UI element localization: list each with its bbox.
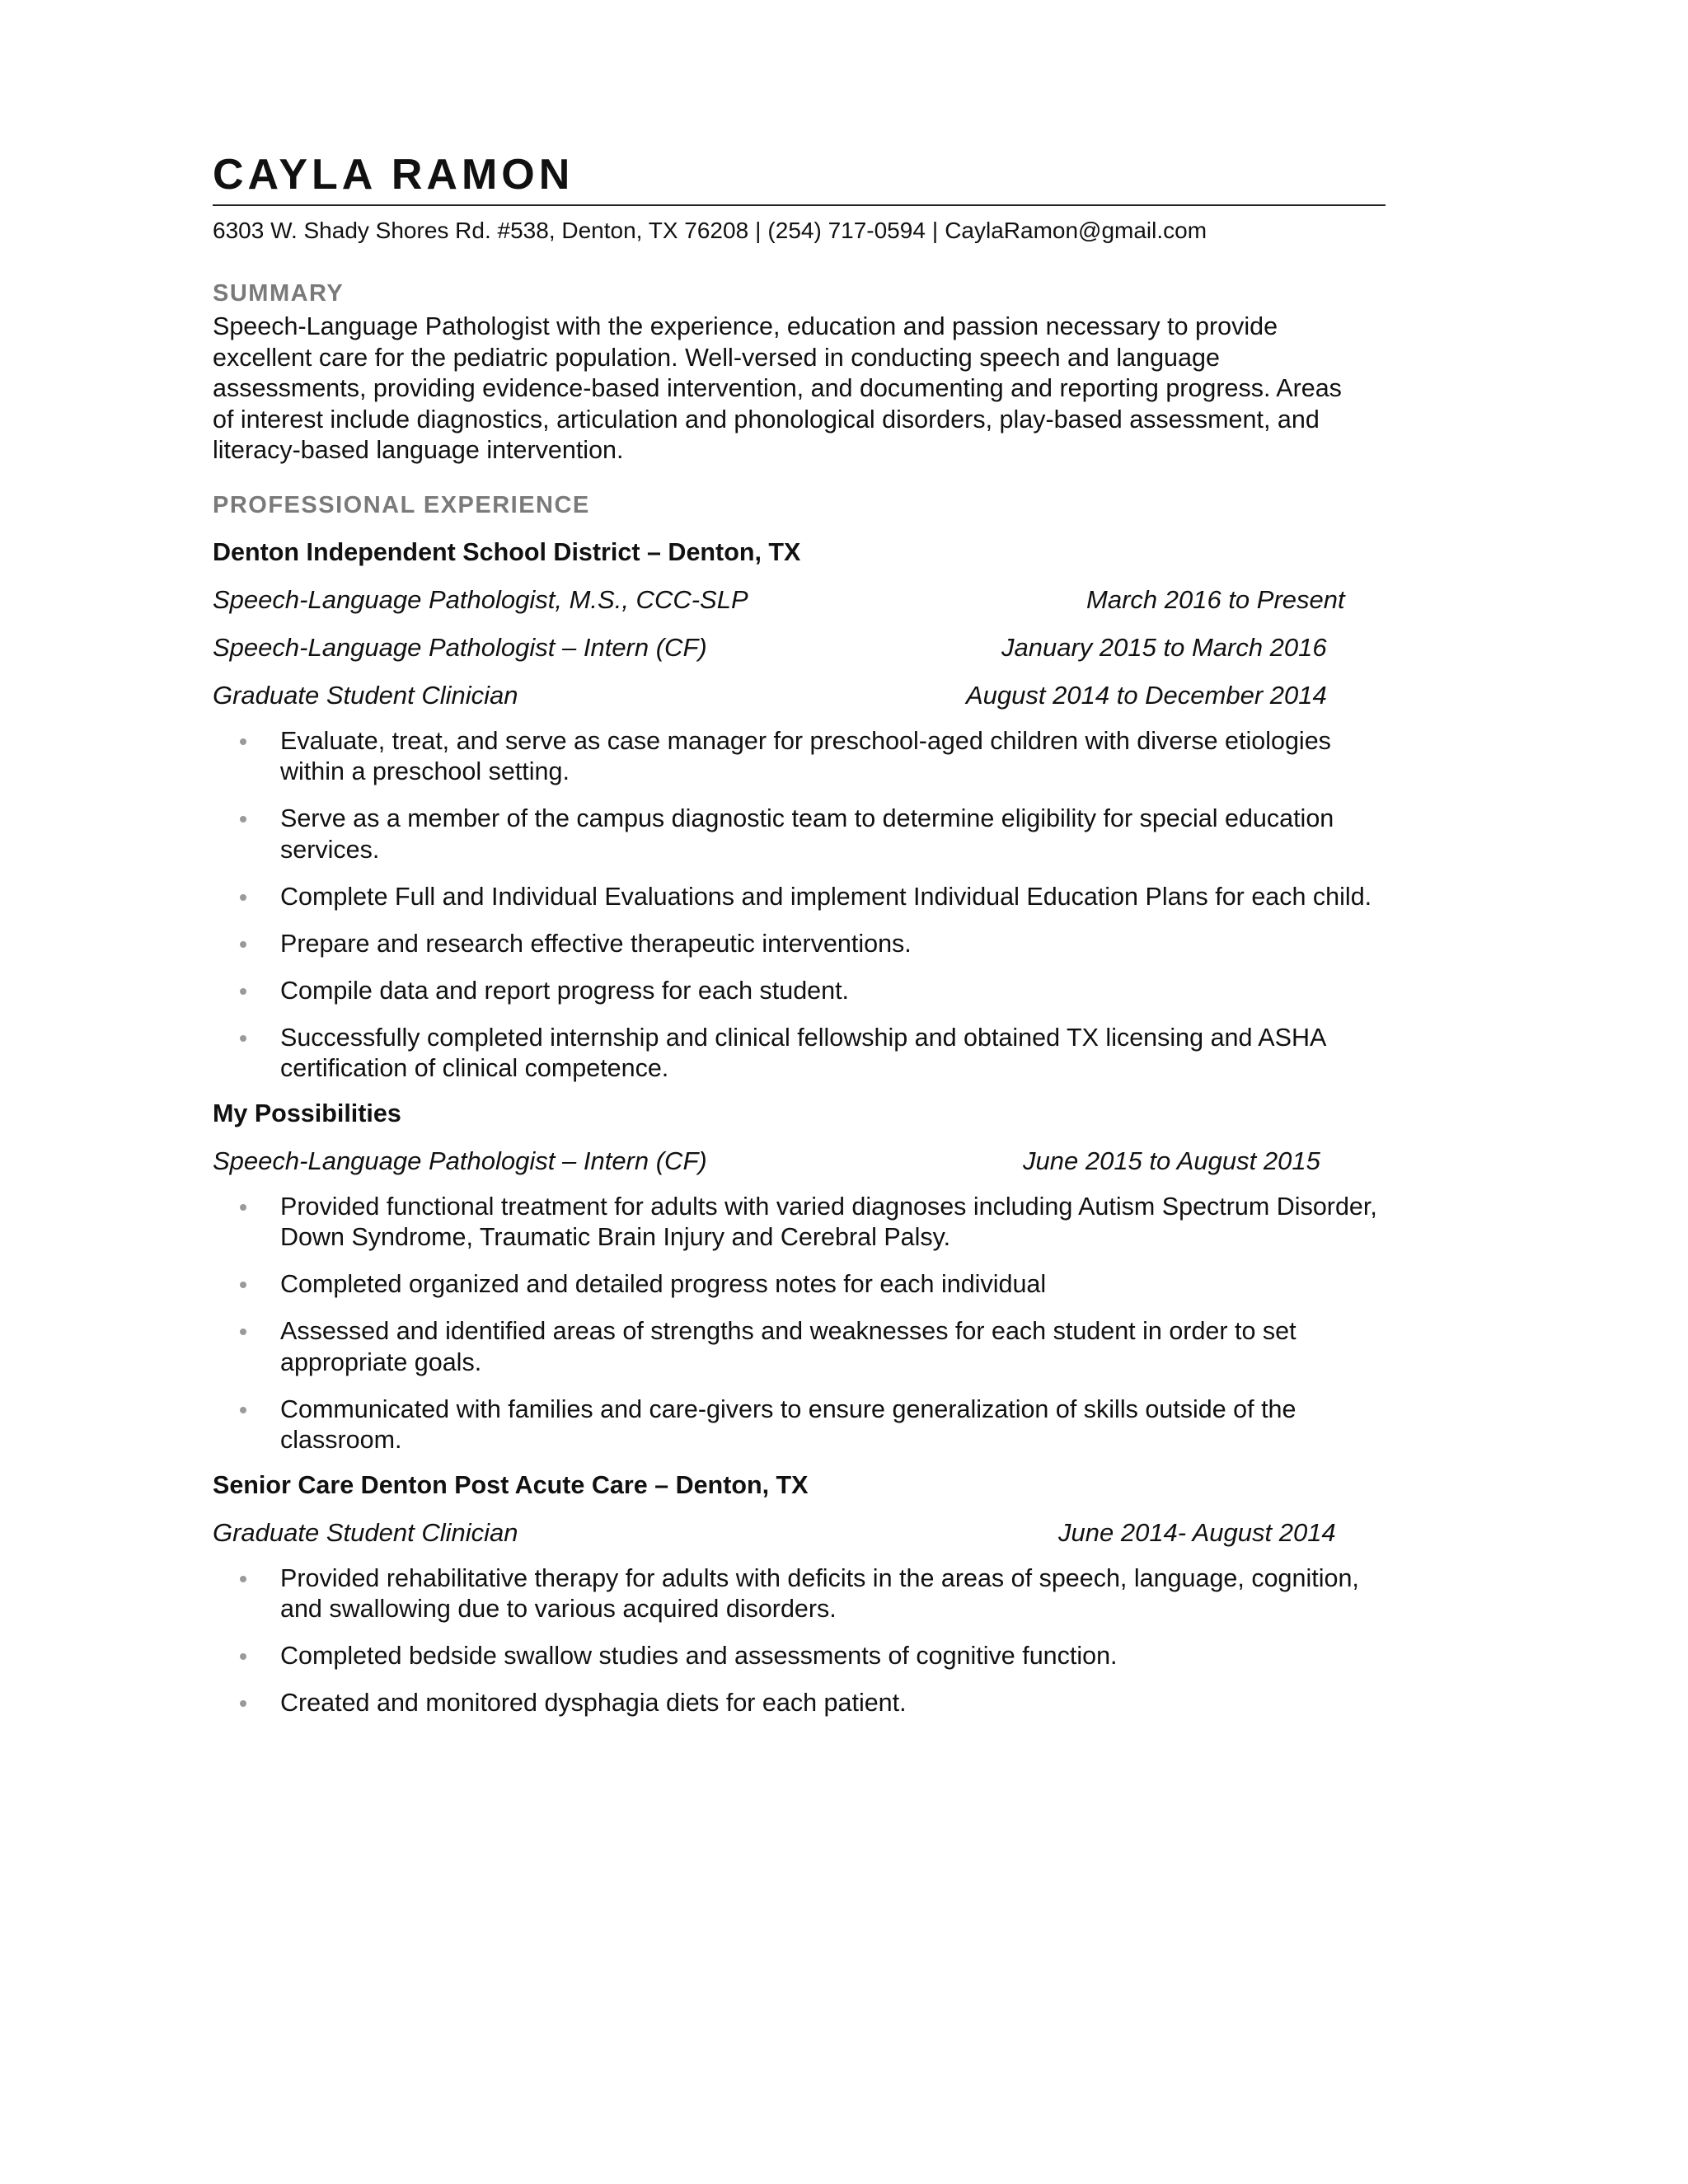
contact-separator: | bbox=[755, 218, 762, 243]
bullet-icon bbox=[240, 941, 246, 948]
list-item bbox=[213, 1688, 1386, 1719]
candidate-name: CAYLA RAMON bbox=[213, 151, 574, 199]
list-item bbox=[213, 1316, 1386, 1378]
bullet-text: Compile data and report progress for each student. bbox=[280, 976, 850, 1005]
bullet-text: Successfully completed internship and clinical fellowship and obtained TX licensing and ASHA certification of clinical competence. bbox=[280, 1023, 1325, 1082]
bullet-text: Provided functional treatment for adults with varied diagnoses including Autism Spectrum Disorder, Down Syndrome, Traumatic Brain Injury and Cerebral Palsy. bbox=[280, 1192, 1377, 1251]
list-item bbox=[213, 1269, 1386, 1301]
header-divider bbox=[213, 204, 1386, 206]
bullet-icon bbox=[240, 1407, 246, 1413]
address: 6303 W. Shady Shores Rd. #538, Denton, TX 76208 bbox=[213, 218, 749, 243]
employer-name: My Possibilities bbox=[213, 1099, 401, 1127]
role-row bbox=[213, 632, 1367, 663]
bullet-text: Provided rehabilitative therapy for adults with deficits in the areas of speech, language, cognition, and swallowing due to various acquired disorders. bbox=[280, 1563, 1359, 1623]
role-row bbox=[213, 680, 1367, 711]
role-dates: August 2014 to December 2014 bbox=[966, 680, 1327, 710]
list-item bbox=[213, 976, 1386, 1007]
role-title: Speech-Language Pathologist – Intern (CF) bbox=[213, 1146, 707, 1175]
bullet-list bbox=[213, 1192, 1688, 1456]
bullet-icon bbox=[240, 1653, 246, 1660]
list-item bbox=[213, 1023, 1386, 1085]
role-title: Graduate Student Clinician bbox=[213, 1517, 518, 1547]
bullet-icon bbox=[240, 738, 246, 745]
list-item bbox=[213, 1641, 1386, 1672]
bullet-text: Communicated with families and care-givers to ensure generalization of skills outside of the classroom. bbox=[280, 1394, 1296, 1454]
bullet-icon bbox=[240, 1035, 246, 1042]
employer-name: Denton Independent School District – Denton, TX bbox=[213, 537, 801, 566]
bullet-text: Prepare and research effective therapeutic interventions. bbox=[280, 929, 912, 958]
role-dates: March 2016 to Present bbox=[1086, 584, 1345, 614]
role-row bbox=[213, 1146, 1367, 1177]
bullet-icon bbox=[240, 988, 246, 995]
employer-name: Senior Care Denton Post Acute Care – Denton, TX bbox=[213, 1470, 809, 1499]
role-title: Speech-Language Pathologist – Intern (CF) bbox=[213, 632, 707, 662]
role-title: Speech-Language Pathologist, M.S., CCC-SLP bbox=[213, 584, 748, 614]
list-item bbox=[213, 882, 1386, 913]
bullet-text: Assessed and identified areas of strengths and weaknesses for each student in order to set appropriate goals. bbox=[280, 1317, 1296, 1376]
bullet-text: Created and monitored dysphagia diets for each patient. bbox=[280, 1689, 907, 1717]
list-item bbox=[213, 726, 1386, 788]
contact-line bbox=[213, 216, 1688, 246]
bullet-icon bbox=[240, 894, 246, 901]
list-item bbox=[213, 1563, 1386, 1625]
email: CaylaRamon@gmail.com bbox=[945, 218, 1207, 243]
bullet-text: Completed organized and detailed progress notes for each individual bbox=[280, 1270, 1047, 1298]
role-dates: January 2015 to March 2016 bbox=[1001, 632, 1327, 662]
summary-text: Speech-Language Pathologist with the experience, education and passion necessary to provide excellent care for the pediatric population. Well-versed in conducting speech and language assessments, providing evidence-based intervention, and documenting and reporting progress. Areas of interest include diagnostics, articulation and phonological disorders, play-based assessment, and literacy-based language intervention. bbox=[213, 312, 1342, 464]
role-dates: June 2014- August 2014 bbox=[1058, 1517, 1336, 1547]
role-row bbox=[213, 584, 1367, 616]
bullet-icon bbox=[240, 1329, 246, 1335]
experience-heading: PROFESSIONAL EXPERIENCE bbox=[213, 491, 590, 518]
bullet-icon bbox=[240, 1700, 246, 1707]
role-dates: June 2015 to August 2015 bbox=[1023, 1146, 1320, 1175]
summary-heading: SUMMARY bbox=[213, 280, 345, 307]
list-item bbox=[213, 929, 1386, 960]
bullet-list bbox=[213, 1563, 1688, 1719]
contact-separator: | bbox=[931, 218, 939, 243]
bullet-text: Evaluate, treat, and serve as case manager for preschool-aged children with diverse etiologies within a preschool setting. bbox=[280, 726, 1331, 785]
bullet-text: Serve as a member of the campus diagnostic team to determine eligibility for special education services. bbox=[280, 804, 1334, 864]
bullet-icon bbox=[240, 1576, 246, 1582]
role-row bbox=[213, 1517, 1367, 1549]
bullet-text: Complete Full and Individual Evaluations and implement Individual Education Plans for each child. bbox=[280, 882, 1372, 911]
bullet-text: Completed bedside swallow studies and assessments of cognitive function. bbox=[280, 1642, 1118, 1670]
role-title: Graduate Student Clinician bbox=[213, 680, 518, 710]
bullet-icon bbox=[240, 1204, 246, 1211]
bullet-icon bbox=[240, 1282, 246, 1288]
bullet-icon bbox=[240, 816, 246, 823]
bullet-list bbox=[213, 726, 1688, 1085]
list-item bbox=[213, 1394, 1386, 1456]
phone: (254) 717-0594 bbox=[767, 218, 926, 243]
list-item bbox=[213, 1192, 1386, 1254]
list-item bbox=[213, 804, 1386, 865]
